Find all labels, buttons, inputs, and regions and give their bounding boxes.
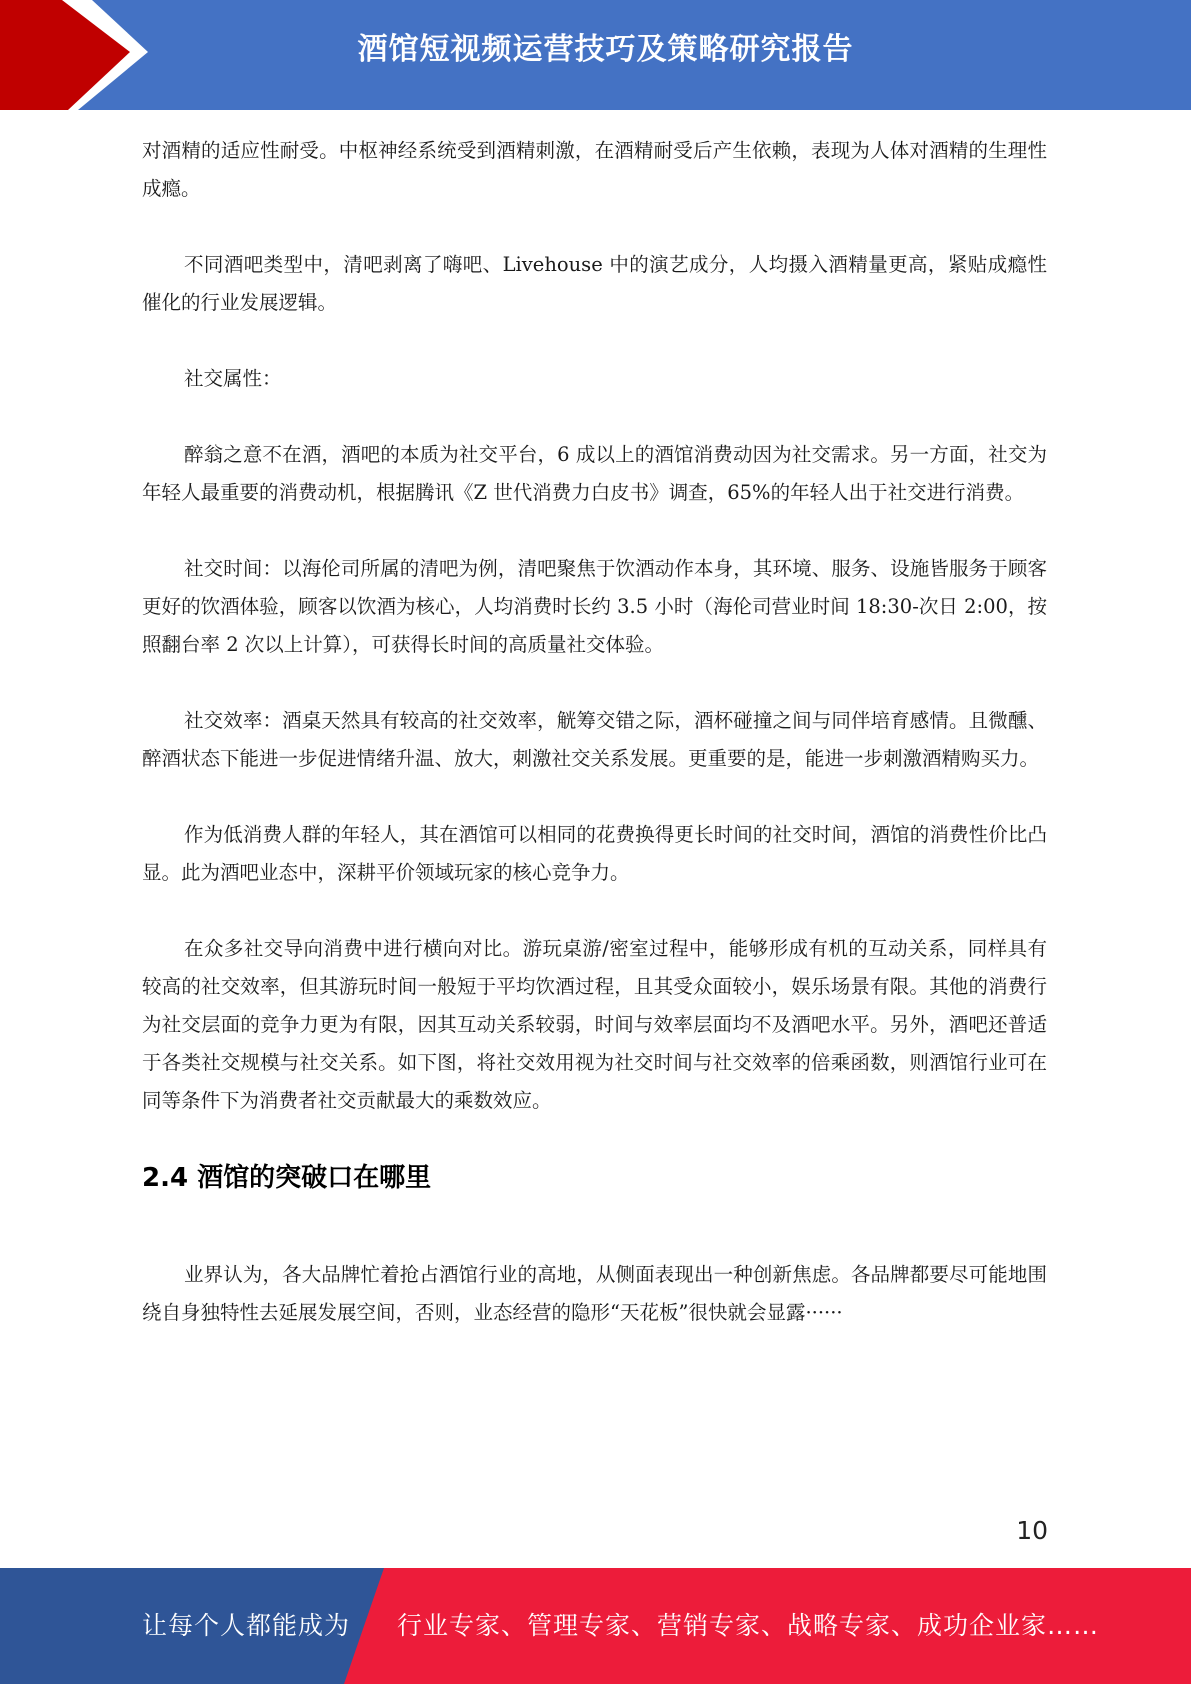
page-number: 10 bbox=[1016, 1516, 1048, 1545]
paragraph-horizontal-comparison: 在众多社交导向消费中进行横向对比。游玩桌游/密室过程中，能够形成有机的互动关系，同样具有较高的社交效率，但其游玩时间一般短于平均饮酒过程，且其受众面较小，娱乐场景有限。其他的消费行为社交层面的竞争力更为有限，因其互动关系较弱，时间与效率层面均不及酒吧水平。另外，酒吧还普适于各类社交规模与社交关系。如下图，将社交效用视为社交时间与社交效率的倍乘函数，则酒馆行业可在同等条件下为消费者社交贡献最大的乘数效应。 bbox=[142, 937, 1047, 1112]
body-content bbox=[142, 132, 1047, 1370]
paragraph-bar-types: 不同酒吧类型中，清吧剥离了嗨吧、Livehouse 中的演艺成分，人均摄入酒精量更高，紧贴成瘾性催化的行业发展逻辑。 bbox=[142, 253, 1047, 314]
footer-slogan-right: 行业专家、管理专家、营销专家、战略专家、成功企业家…… bbox=[397, 1611, 1100, 1640]
section-heading: 2.4 酒馆的突破口在哪里 bbox=[142, 1163, 432, 1193]
paragraph-continuation: 对酒精的适应性耐受。中枢神经系统受到酒精刺激，在酒精耐受后产生依赖，表现为人体对酒精的生理性成瘾。 bbox=[142, 139, 1047, 200]
footer-slogan-left: 让每个人都能成为 bbox=[142, 1611, 351, 1640]
page-footer bbox=[0, 1568, 1191, 1684]
paragraph-social-attribute-label: 社交属性： bbox=[184, 367, 282, 390]
paragraph-cost-performance: 作为低消费人群的年轻人，其在酒馆可以相同的花费换得更长时间的社交时间，酒馆的消费性价比凸显。此为酒吧业态中，深耕平价领域玩家的核心竞争力。 bbox=[142, 823, 1047, 884]
paragraph-breakthrough: 业界认为，各大品牌忙着抢占酒馆行业的高地，从侧面表现出一种创新焦虑。各品牌都要尽可能地围绕自身独特性去延展发展空间，否则，业态经营的隐形“天花板”很快就会显露······ bbox=[142, 1263, 1047, 1324]
page-header bbox=[0, 0, 1191, 110]
paragraph-social-time: 社交时间：以海伦司所属的清吧为例，清吧聚焦于饮酒动作本身，其环境、服务、设施皆服务于顾客更好的饮酒体验，顾客以饮酒为核心，人均消费时长约 3.5 小时（海伦司营业时间 18:30-次日 2:00，按照翻台率 2 次以上计算），可获得长时间的高质量社交体验。 bbox=[142, 557, 1047, 656]
paragraph-social-efficiency: 社交效率：酒桌天然具有较高的社交效率，觥筹交错之际，酒杯碰撞之间与同伴培育感情。且微醺、醉酒状态下能进一步促进情绪升温、放大，刺激社交关系发展。更重要的是，能进一步刺激酒精购买力。 bbox=[142, 709, 1047, 770]
paragraph-social-platform: 醉翁之意不在酒，酒吧的本质为社交平台，6 成以上的酒馆消费动因为社交需求。另一方面，社交为年轻人最重要的消费动机，根据腾讯《Z 世代消费力白皮书》调查，65%的年轻人出于社交进行消费。 bbox=[142, 443, 1047, 504]
report-title: 酒馆短视频运营技巧及策略研究报告 bbox=[357, 32, 854, 67]
